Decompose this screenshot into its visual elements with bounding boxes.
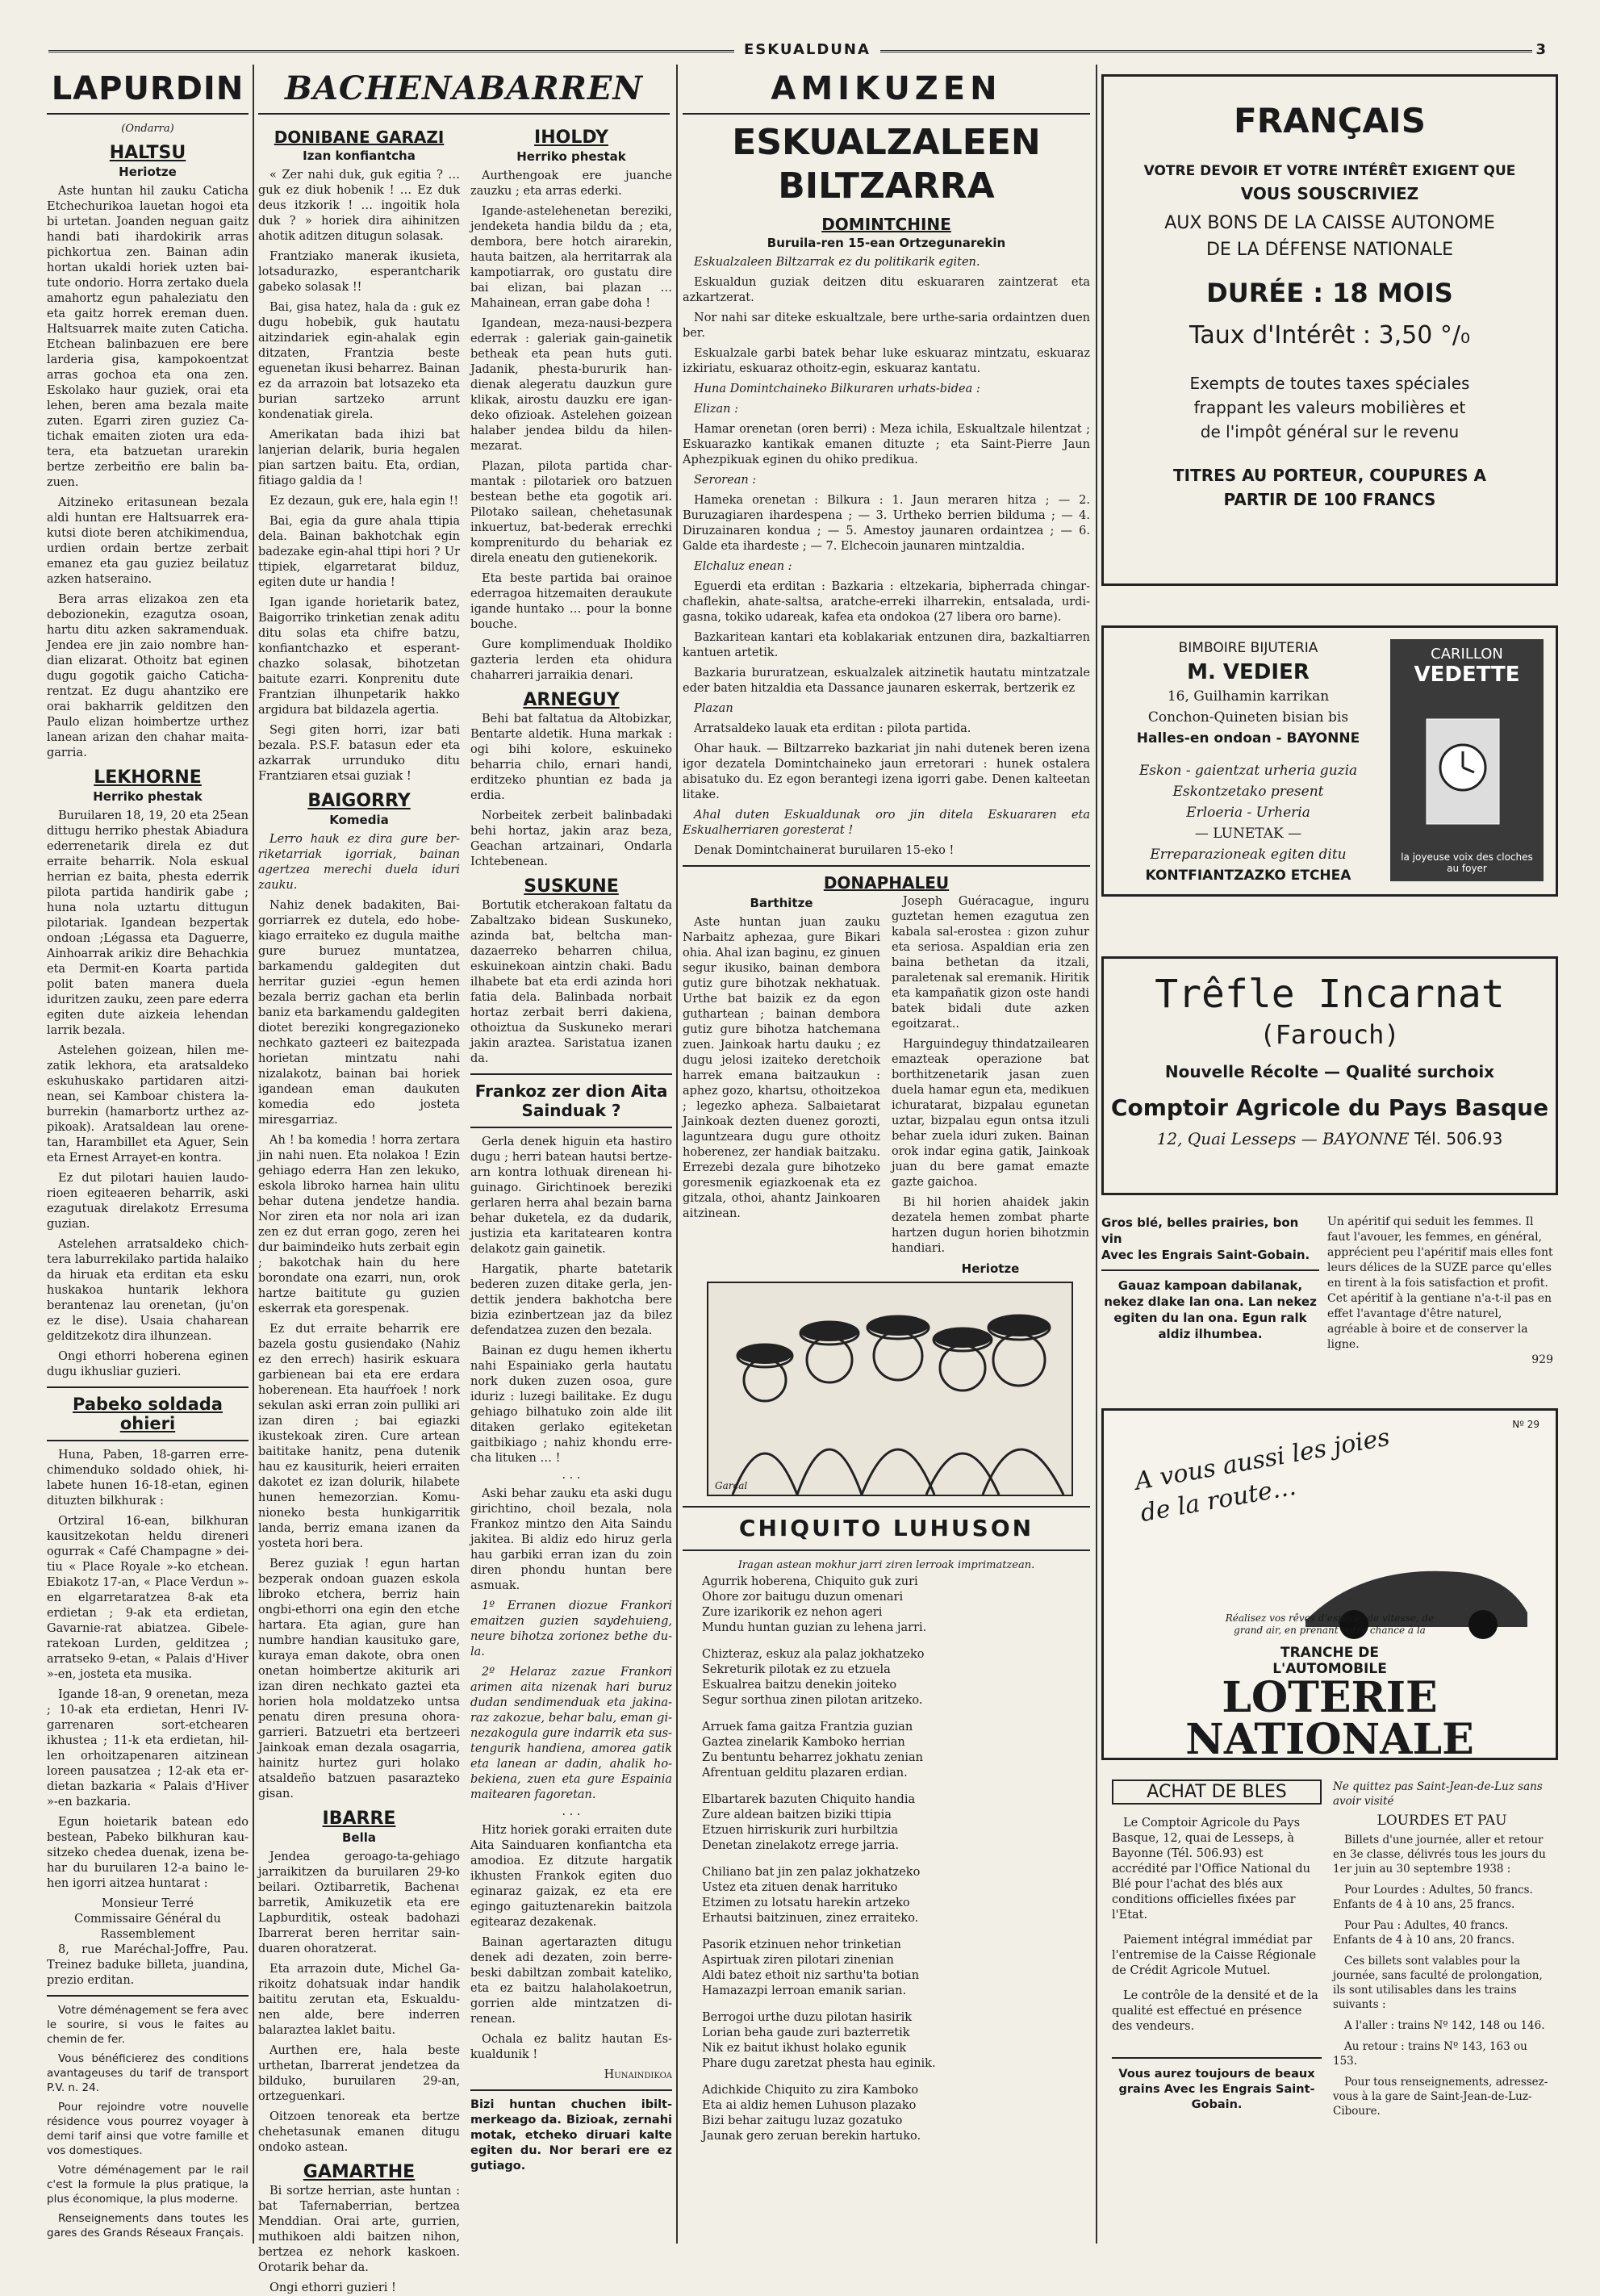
ad-line: (Farouch) <box>1260 1019 1400 1050</box>
loterie-ad <box>1101 1408 1558 1764</box>
article-subtitle: Heriotze <box>119 165 177 179</box>
paragraph: Astelehen arratsaldeko chichtera laburrekilako partida halaiko da hiruak eta erditan eta esku huskakoa huntarik lekhora berantenaz lau orenetan, (ju'on ez le dise). Usaia chaharean gelditzekotz dira ilhunzean. <box>47 1238 249 1343</box>
ad-title: LOURDES ET PAU <box>1377 1813 1507 1829</box>
address-line: Commissaire Général du <box>74 1913 221 1926</box>
lapurdi-column <box>47 71 249 2242</box>
bachenabarren-header <box>258 71 670 121</box>
poem-line: Ohore zor baitugu duzun omenari <box>702 1591 904 1604</box>
ad-line: Nouvelle Récolte — Qualité surchoix <box>1164 1062 1495 1081</box>
paragraph: Joseph Guéracague, inguru guztetan hemen ezagutua zen kabala sal-erostea : gizon zuhur eta seriosa. Aspaldian eria zen baina bethetan da itzali, paraletenak sal eremanik. Hiritik eta kampañatik gizon oste handi batek bidali dute azken egoitzarat.. <box>892 895 1089 1031</box>
paragraph: Plazan, pilota partida charmantak : pilotariek oro batzuen bestean bethe eta gogotik ari. Pilotako sailean, chehetasunak inkuertuz, bat-bederak errechki kompreniturdo du behariak ez direla eneatu den gutienekorik. <box>470 460 672 565</box>
ad-rate: Taux d'Intérêt : 3,50 °/₀ <box>1189 321 1470 349</box>
paragraph: Aurthen ere, hala beste urthetan, Ibarrerat jendetzea da bilduko, buruilaren 29-an, ortzeguenkari. <box>258 2044 460 2103</box>
donaphaleu-right <box>892 894 1089 1301</box>
paragraph: Ces billets sont valables pour la journée, sans faculté de prolongation, ils sont utilisables dans les trains suivants : <box>1333 1955 1543 2011</box>
paragraph: Ez dezaun, guk ere, hala egin !! <box>269 495 459 508</box>
paragraph: Eguerdi eta erditan : Bazkaria : eltzekaria, bipherrada chingar-chaflekin, ahate-saltsa, aratche-erreki ilharrekin, entsalada, urdi-gasna, tokiko udareak, kafea eta ondokoa (27 libera oro barne). <box>683 580 1090 624</box>
ad-text: Un apéritif qui seduit les femmes. Il faut l'avouer, les femmes, en général, apprécient peu l'apéritif mais elles font leurs délices de la SUZE parce qu'elles en tirent à la fois satisfaction et profit. Cet apéritif à la gentiane n'a-t-il pas en effet l'avantage d'être naturel, agréable à boire et de conserver la ligne. <box>1327 1215 1553 1351</box>
ad-line: Erreparazioneak egiten ditu <box>1150 847 1347 863</box>
cartoon-signature: Garcal <box>715 1480 748 1491</box>
article-title: IHOLDY <box>534 128 608 148</box>
ad-line: M. VEDIER <box>1187 660 1310 684</box>
poem-line: Eta ai aldiz hemen Luhuson plazako <box>702 2099 917 2112</box>
column-rule <box>1096 65 1097 2244</box>
separator-dots: · · · <box>562 1809 581 1821</box>
poem-line: Eskualrea baitzu denekin joiteko <box>702 1679 897 1692</box>
article-title: Pabeko soldada ohieri <box>73 1395 223 1433</box>
paragraph: Nahiz denek badakiten, Baigorriarrek ez dutela, edo hobekiago erraiteko ez dugula maithe gure buruez muntatzea, barkamendu galdegiten dut herritar guziei -egun hemen bezala berriz gachan eta berlin baniz eta barkamendu galdegiten diotet bereziki kongregazioneko nechkato gazteeri ez baitezpada horietan mintzatu nahi nizalakotz, bainan bai horiek igandean eman daukuten komedia edo josteta miresgarriaz. <box>258 899 460 1127</box>
vedier-text <box>1115 638 1381 886</box>
ad-line: Vous aurez toujours de beaux grains Avec les Engrais Saint-Gobain. <box>1112 2057 1322 2113</box>
article-title: IBARRE <box>322 1809 396 1829</box>
paragraph: « Zer nahi duk, guk egitia ? … guk ez diuk hobenik ! … Ez duk deus itzkorik ! … ingoitik hola duk ? » horiek dira aihinitzen ahotik aditzen ditugun solasak. <box>258 169 460 243</box>
separator-dots: · · · <box>562 1472 581 1485</box>
poem-line: Aspirtuak ziren pilotari zinenian <box>702 1954 894 1967</box>
article-title: DONIBANE GARAZI <box>274 128 445 147</box>
rail-notice <box>47 2003 249 2240</box>
paragraph: Bizi huntan chuchen ibiltmerkeago da. Bizioak, zernahi motak, etcheko diruari kalte egiten du. Nor berari ere ez gutiago. <box>470 2098 672 2173</box>
clock-icon <box>1390 687 1544 848</box>
paragraph: Votre déménagement se fera avec le sourire, si vous le faites au chemin de fer. <box>47 2004 249 2046</box>
paragraph: Hitz horiek goraki erraiten dute Aita Sainduaren konfiantcha eta amodioa. Ez ditzute hargatik ikhusten Frankok egiten duo eginaraz gaizak, ez eta ere egingo gaituztenarekin baitzola egitearaz dezakenak. <box>470 1824 672 1929</box>
paragraph: Bi sortze herrian, aste huntan : bat Tafernaberrian, bertzea Menddian. Orai arte, gurrien, muthikoen aldi baitzen nihon, bertzea ez nehork kaskoen. Orotarik behar da. <box>258 2185 460 2274</box>
paragraph: Hameka orenetan : Bilkura : 1. Jaun meraren hitza ; — 2. Buruzagiaren ihardespena ; — 3. Urtheko berrien bilduma ; — 4. Diruzainaren kondua ; — 5. Amestoy jaunaren ordaintzea ; — 6. Galde eta ihardeste ; — 7. Elchecoin jaunaren mintzaldia. <box>683 494 1090 553</box>
ad-number: Nº 29 <box>1512 1419 1539 1430</box>
ad-line: TRANCHE DE L'AUTOMOBILE <box>1272 1645 1387 1677</box>
paragraph: Eskualdun guziak deitzen ditu eskuararen zaintzerat eta azkartzerat. <box>683 276 1090 304</box>
paragraph: Bai, gisa hatez, hala da : guk ez dugu hobebik, guk hautatu aitzindariek egin-ahalak egin ditzaten, Frantzia beste eguenetan ikusi beharrez. Bainan ez da arrazoin bat lotsazeko eta burian sartzeko arrunt kondenatiak girela. <box>258 301 460 421</box>
ad-line: Conchon-Quineten bisian bis <box>1147 709 1349 726</box>
paragraph: Le Comptoir Agricole du Pays Basque, 12, quai de Lesseps, à Bayonne (Tél. 506.93) est accrédité par l'Office National du Blé pour l'achat des blés aux conditions officielles fixées par l'Etat. <box>1112 1817 1310 1922</box>
paragraph: Igande 18-an, 9 orenetan, meza ; 10-ak eta erdietan, Henri IV-garrenaren sort-etchearen ikhustea ; 11-k eta erdietan, hillen orhoitzapenaren aitzinean loreen pausatzea ; 12-ak eta erdietan bazkaria « Palais d'Hiver »-en bazkaria. <box>47 1688 249 1809</box>
ad-line: DE LA DÉFENSE NATIONALE <box>1205 240 1454 260</box>
chiquito-section <box>683 1499 1090 2242</box>
paragraph: Lerro hauk ez dira gure berriketarriak igorriak, bainan agertzea merechi duela iduri zauku. <box>258 833 460 892</box>
saint-gobain-ad <box>1101 1215 1319 1400</box>
donaphaleu-left <box>683 894 880 1301</box>
paragraph: Amerikatan bada ihizi bat lanjerian delarik, buria hegalen pian sartzen baitu. Eta, ordian, fitiago galdia da ! <box>258 429 460 487</box>
stanza-gap <box>683 1926 1090 1938</box>
ad-line: Eskon - gaientzat urheria guzia <box>1138 763 1358 779</box>
poem-line: Zu bentuntu beharrez jokhatu zenian <box>702 1751 923 1764</box>
stanza-gap <box>683 1708 1090 1720</box>
paragraph: Jendea geroago-ta-gehiago jarraikitzen da buruilaren 29-ko beilari. Oztibarretik, Bachenaɩ barretik, Amikuzetik eta ere Lapburditik, osteak badohazi Ibarrerat beren herritar sainduaren ohoratzerat. <box>258 1851 460 1955</box>
ad-line: VOUS SOUSCRIVIEZ <box>1240 184 1419 203</box>
address-line: Monsieur Terré <box>101 1897 194 1910</box>
stanza-gap <box>683 1636 1090 1647</box>
paragraph: A l'aller : trains Nº 142, 148 ou 146. <box>1344 2019 1545 2032</box>
paragraph: Oitzoen tenoreak eta bertze chehetasunak emanen ditugu ondoko astean. <box>258 2110 460 2154</box>
paragraph: Aitzineko eritasunean bezala aldi huntan ere Haltsuarrek erakutsi diote beren atchikimendua, urdien ordain bertze zerbait emanez eta gau guziez beilatuz azken hatseraino. <box>47 496 249 586</box>
article-subtitle: Herriko phestak <box>93 789 203 804</box>
paragraph: Igande-astelehenetan bereziki, jendeketa handia bildu da ; eta, dembora, bere hotch airarekin, hauta baitzen, ala herritarrak ala kampotiarrak, oro gustatu dire bai elizan, bai plazan … Mahainean, erran gabe doha ! <box>470 205 672 310</box>
stanza-gap <box>683 1781 1090 1792</box>
article-title: DONAPHALEU <box>823 873 950 893</box>
lourdes-pau-ad <box>1333 1780 1551 2240</box>
poem-line: Gaztea zinelarik Kamboko herrian <box>702 1736 905 1749</box>
paragraph: Segi giten horri, izar bati bezala. P.S.F. batasun eder eta azkarrak urrunduko ditu Frantziaren etsai guziak ! <box>258 724 460 783</box>
masthead <box>48 41 1549 72</box>
subheading: (Ondarra) <box>121 123 174 135</box>
paragraph: Pour rejoindre votre nouvelle résidence vous pourrez voyager à demi tarif ainsi que votre famille et vos domestiques. <box>47 2101 249 2157</box>
paragraph: Bazkaria bururatzean, eskualzalek aitzinetik hautatu mintzatzale eder baten hitzaldia eta Dassance jaunaren eskerrak, bertzerik ez <box>683 667 1090 695</box>
paragraph: Paiement intégral immédiat par l'entremise de la Caisse Régionale de Crédit Agricole Mutuel. <box>1112 1934 1317 1977</box>
paragraph: Frantziako manerak ikusieta, lotsadurazko, esperantcharik gabeko solasak !! <box>258 250 460 294</box>
paragraph: Aski behar zauku eta aski dugu girichtino, choil bezala, nola Frankoz mintzo den Aita Saindu jakitea. Bi aldiz edo hiruz gerla hau garbiki erran izan du zoin diren phondu huntan bere asmuak. <box>470 1487 672 1592</box>
paragraph: Harguindeguy thindatzailearen emazteak operazione bat borthitzenetarik jasan zuen duela hamar egun eta, medikuen ichuratarat, bizpalau egunetan uztar, bizpalau egun ontsa itzuli behar zuela iduri zuken. Bainan orok indar egina gatik, Jainkoak juan du bere gamat emazte gazte gaichoa. <box>892 1038 1089 1189</box>
paragraph: Bortutik etcherakoan faltatu da Zabaltzako bidean Suskuneko, azinda bat, beltcha mandazaerreko beharren chilua, eskuinekoan aintzin chaki. Badu ilhabete bat eta erdi azinda hori fatia dela. Balinbada norbait hortaz zerbait berri dakiena, othoiztua da Suskuneko merari jakin araztea. Saristatua izanen da. <box>470 899 672 1065</box>
paragraph: Ahal duten Eskualdunak oro jin ditela Eskuararen eta Eskualherriaren goresterat ! <box>683 809 1090 837</box>
paragraph: Bazkaritean kantari eta koblakariak entzunen dira, bazkaltiarren kantuen artetik. <box>683 631 1090 659</box>
address-line: Rassemblement <box>100 1928 195 1941</box>
paragraph: Gure komplimenduak Iholdiko gazteria lerden eta ohidura chaharreri jarraikia denari. <box>470 638 672 682</box>
paragraph: Arratsaldeko lauak eta erditan : pilota partida. <box>694 722 971 735</box>
poem-line: Berrogoi urthe duzu pilotan hasirik <box>702 2011 913 2024</box>
paragraph: Au retour : trains Nº 143, 163 ou 153. <box>1333 2040 1527 2068</box>
ad-line: Ne quittez pas Saint-Jean-de-Luz sans avoir visité <box>1333 1780 1543 1808</box>
suze-ad <box>1327 1215 1553 1400</box>
ad-line: Gros blé, belles prairies, bon vin <box>1101 1215 1299 1246</box>
article-title: LEKHORNE <box>94 767 202 788</box>
article-subtitle: Izan konfiantcha <box>303 148 416 163</box>
basque-men-drawing <box>708 1283 1072 1495</box>
article-subtitle: Barthitze <box>750 896 813 910</box>
article-subtitle: Iragan astean mokhur jarri ziren lerroak imprimatzean. <box>737 1559 1035 1571</box>
paragraph: 2º Helaraz zazue Frankori arimen aita nizenak hari buruz dudan sendimenduak eta jakinaraz zakozue, behar balu, eman ginezakogula gure indarrik eta sustengurik handiena, amorea gatik eta lanean ar dadin, ahalik hobekiena, zuen eta gure Espainia maitearen fagoretan. <box>470 1666 672 1801</box>
paragraph: Bai, egia da gure ahala ttipia dela. Bainan bakhotchak egin badezake egin-ahal ttipi hori ? Ur ttipiek, elgarretarat bilduz, egiten dute ur handia ! <box>258 515 460 589</box>
ad-line: Exempts de toutes taxes spéciales <box>1189 374 1470 393</box>
ad-line: VEDETTE <box>1414 663 1520 687</box>
ad-line: VOTRE DEVOIR ET VOTRE INTÉRÊT EXIGENT QUE <box>1143 163 1516 179</box>
poem-line: Zure aldean baitzen biziki ttipia <box>702 1809 892 1821</box>
ad-line: PARTIR DE 100 FRANCS <box>1223 490 1436 509</box>
ad-title: Trêfle Incarnat <box>1155 972 1505 1017</box>
paragraph: Huna Domintchaineko Bilkuraren urhats-bidea : <box>694 383 980 395</box>
article-title: DOMINTCHINE <box>821 215 951 234</box>
paragraph: Astelehen goizean, hilen mezatik lekhora, eta aratsaldeko eskuhuskako partidaren aitzinean, sei Kamboar chistera laburrekin (hamarbortz urthez azpikoak). Aratsaldean lau orenetan, Harambillet eta Aguer, Sein eta Ernest Arrayet-en kontra. <box>47 1044 249 1165</box>
poem-line: Erhautsi baitzinuen, zinez erraiteko. <box>702 1912 919 1925</box>
paragraph: Igan igande horietarik batez, Baigorriko trinketian zenak aditu ditu solas eta chifre batzu, konfiantchazko et esperantchazko solasak, bihotzetan baitute ezarri. Konprenitu dute Frantzian ilhunpetarik hakko argidura bat bildazela agertia. <box>258 596 460 717</box>
ad-line: 16, Guilhamin karrikan <box>1167 688 1330 705</box>
poem-line: Arruek fama gaitza Frantzia guzian <box>702 1721 913 1734</box>
ad-line: 12, Quai Lesseps — BAYONNE <box>1156 1129 1410 1148</box>
paragraph: Renseignements dans toutes les gares des Grands Réseaux Français. <box>47 2212 249 2240</box>
poem-line: Ustez eta zituen denak harrituko <box>702 1881 898 1894</box>
poem-line: Segur sorthua zinen pilotan aritzeko. <box>702 1694 923 1707</box>
section-heading: BACHENABARREN <box>285 69 643 107</box>
paragraph: Norbeitek zerbeit balinbadaki behi hortaz, jakin araz beza, Geachan artzainari, Ondarla Ichtebenean. <box>470 809 672 868</box>
ad-line: BIMBOIRE BIJUTERIA <box>1178 640 1318 656</box>
paragraph: Ochala ez balitz hautan Eskualdunik ! <box>470 2033 672 2061</box>
stanza-gap <box>683 1999 1090 2010</box>
paragraph: Serorean : <box>694 474 757 487</box>
paragraph: 8, rue Maréchal-Joffre, Pau. Treinez baduke billeta, juandina, prezio erditan. <box>47 1943 249 1987</box>
poem-line: Mundu huntan guzian zu lehena jarri. <box>702 1621 927 1634</box>
poem-line: Lorian beha gaude zuri bazterretik <box>702 2026 910 2039</box>
article-title: SUSKUNE <box>524 876 619 897</box>
page-number: 3 <box>1532 41 1549 58</box>
ad-duration: DURÉE : 18 MOIS <box>1206 278 1453 308</box>
paragraph: Huna, Paben, 18-garren errechimenduko soldado ohiek, hilabete hunen 16-18-etan, eginen dituzten bilkhurak : <box>47 1449 249 1508</box>
article-title: CHIQUITO LUHUSON <box>738 1515 1034 1541</box>
poem-line: Etzimen zu lotsatu harekin artzeko <box>702 1897 910 1909</box>
paragraph: Gerla denek higuin eta hastiro dugu ; herri batean hautsi bertzearn kontra lothuak direnean higuinago. Girichtinoek bereziki gerlaren herra ahal bezain barna behar duketela, ez da dudarik, justizia eta karitatearen kontra delakotz gain gainetik. <box>470 1135 672 1256</box>
paragraph: Ongi ethorri guzieri ! <box>269 2281 396 2294</box>
ad-line: KONTFIANTZAZKO ETCHEA <box>1145 868 1351 884</box>
ad-line: Tél. 506.93 <box>1414 1129 1503 1148</box>
article-subtitle: Heriotze <box>961 1261 1020 1276</box>
poem-line: Chizteraz, eskuz ala palaz jokhatzeko <box>702 1648 925 1661</box>
article-title: GAMARTHE <box>303 2162 416 2182</box>
article-title: Frankoz zer dion Aita Sainduak ? <box>474 1081 668 1120</box>
poem-line: Agurrik hoberena, Chiquito guk zuri <box>702 1575 918 1588</box>
paragraph: Pour tous renseignements, adressez-vous à la gare de Saint-Jean-de-Luz-Ciboure. <box>1333 2076 1548 2118</box>
poem-line: Pasorik etzinuen nehor trinketian <box>702 1938 901 1951</box>
article-subtitle: Komedia <box>329 813 389 827</box>
stanza-gap <box>683 2072 1090 2083</box>
ad-address <box>1104 1129 1556 1148</box>
trefle-ad <box>1101 956 1558 1195</box>
ad-line: AUX BONS DE LA CAISSE AUTONOME <box>1164 213 1495 233</box>
signature: Hunaindikoa <box>604 2068 672 2081</box>
paragraph: Eta arrazoin dute, Michel Garikoitz dohatsuak indar handik baititu zerutan eta, Eskualdu- nen alde, bere inderren balaraztea laklet baitu. <box>258 1963 460 2037</box>
section-heading: LAPURDIN <box>51 70 244 107</box>
francais-ad <box>1101 74 1558 586</box>
ad-line: Halles-en ondoan - BAYONNE <box>1136 730 1360 747</box>
paragraph: Nor nahi sar diteke eskualtzale, bere urthe-saria ordaintzen duen ber. <box>683 312 1090 340</box>
paragraph: Ohar hauk. — Biltzarreko bazkariat jin nahi dutenek beren izena igor dezatela Domintchaineko jaun erretorari : hunek ostalera abisatuko du. Ez egon berantegi izena igorri gabe. Denen kalteetan litake. <box>683 742 1090 801</box>
ad-line: la joyeuse voix des cloches au foyer <box>1401 851 1533 874</box>
paragraph: Le contrôle de la densité et de la qualité est effectué en présence des vendeurs. <box>1112 1989 1318 2033</box>
ad-line: Avec les Engrais Saint-Gobain. <box>1101 1248 1310 1262</box>
paragraph: Denak Domintchainerat buruilaren 15-eko ! <box>694 844 955 857</box>
article-subtitle: Bella <box>341 1830 376 1845</box>
cartoon-illustration <box>707 1282 1073 1496</box>
ad-title: FRANÇAIS <box>1234 101 1426 140</box>
paragraph: Votre déménagement par le rail c'est la formule la plus pratique, la plus économique, la plus moderne. <box>47 2164 249 2206</box>
section-heading: AMIKUZEN <box>771 70 1002 107</box>
paragraph: Eskualzaleen Biltzarrak ez du politikarik egiten. <box>694 256 980 269</box>
ad-line: Réalisez vos rêves d'espace, de vitesse, de grand air, en prenant votre chance à la <box>1225 1612 1435 1636</box>
bachenabarren-left-column <box>258 121 460 2294</box>
ad-script: A vous aussi les joies de la route… <box>1132 1423 1393 1529</box>
poem-line: Zure izarikorik ez nehon ageri <box>702 1606 883 1619</box>
paragraph: Elchaluz enean : <box>694 560 792 573</box>
ad-line: — LUNETAK — <box>1194 826 1302 842</box>
paragraph: Elizan : <box>694 403 738 416</box>
article-title: ARNEGUY <box>523 690 620 710</box>
paragraph: Berez guziak ! egun hartan bezperak ondoan guazen eskola libroko etchera, berriz hain ongbi-ethorri ona egin den etche hartara. Eta agian, gure han numbre handian kausituko gare, kuraya eman dakote, obra onen onetan hoimbertze akiturik ari izan diren nechkato gaztei eta horien hola moldatzeko untsa penatu diren presuna ohoragarrieri. Batzuetri eta bertzeeri Jainkoak eman dezala osagarria, hainitz hurtez guri holako atsaldeño batzuen pasarazteko gisan. <box>258 1558 460 1800</box>
ad-line: Gauaz kampoan dabilanak, nekez dlake lan ona. Lan nekez egiten du lan ona. Egun ralk aldiz ilhumbea. <box>1104 1278 1317 1341</box>
ad-line: Erloeria - Urheria <box>1186 805 1310 821</box>
poem-line: Hamazazpi lerroan emanik sarian. <box>702 1984 907 1997</box>
paragraph: Hamar orenetan (oren berri) : Meza ichila, Eskualtzale hilentzat ; Eskuarazko kantikak emanen dituzte ; eta Saint-Pierre Jaun Aphezpikuak eginen du ohiko predikua. <box>683 423 1090 466</box>
poem-line: Afrentuan gelditu plazaren erdian. <box>702 1767 908 1780</box>
masthead-title: ESKUALDUNA <box>734 41 880 58</box>
poem-line: Sekreturik pilotak ez zu etzuela <box>702 1663 891 1676</box>
paragraph: Vous bénéficierez des conditions avantageuses du tarif de transport P.V. n. 24. <box>47 2052 249 2094</box>
paragraph: Hargatik, pharte batetarik bederen zuzen ditake gerla, jendettik jendera bakhotcha bere bizia ezinbertzean jaz da bilez defendatzea zuzen den bezala. <box>470 1263 672 1337</box>
paragraph: Eta beste partida bai orainoe ederragoa hitzemaiten deraukute igande huntako … pour la bonne bouche. <box>470 572 672 631</box>
paragraph: Aste huntan hil zauku Caticha Etchechurikoa lauetan hogoi eta bi urtetan. Joanden neguan gaitz handi bati ihardokirik arras pichkortua zen. Bainan adin hortan ukaldi horiek uzten baitute ondorio. Horra zertako duela amahortz egun pahaleziatu den eta gaitz horrek ereman duen. Haltsuarrek maite zuten Caticha. Etchean balinbazuen ere bere larderia gisa, kampokoentzat arras gochoa eta ona zen. Eskolako haur guziek, orai eta lehen, beren ama bezala maite zuten. Egarri ziren guziez Catichak emaiten zioten ura edatera, eta batzuetan urarekin bertze zerbeitño ere balin bazuen. <box>47 185 249 489</box>
poem-line: Jaunak gero zeruan berekin hartuko. <box>702 2130 921 2143</box>
article-subtitle: Buruila-ren 15-ean Ortzegunarekin <box>767 236 1006 250</box>
paragraph: Igandean, meza-nausi-bezpera ederrak : galeriak gain-gainetik betheak eta pean huts guti. Jadanik, phesta-bururik handienak alegeratu dauzkun gure klikak, airostu dauzku ere igandeko ofizioak. Astelehen goizean halaber jendea bildu da hilenmezarat. <box>470 317 672 453</box>
paragraph: Billets d'une journée, aller et retour en 3e classe, délivrés tous les jours du 1er juin au 30 septembre 1938 : <box>1333 1834 1546 1876</box>
article-subtitle: Herriko phestak <box>516 149 626 164</box>
poem-line: Adichkide Chiquito zu zira Kamboko <box>702 2084 919 2097</box>
poem-line: Elbartarek bazuten Chiquito handia <box>702 1793 916 1806</box>
poem <box>683 1575 1090 2144</box>
poem-line: Chiliano bat jin zen palaz jokhatzeko <box>702 1866 921 1879</box>
ad-title: LOTERIE NATIONALE <box>1185 1673 1474 1764</box>
column-rule <box>253 65 254 2244</box>
vedier-ad <box>1101 625 1558 897</box>
article-title: HALTSU <box>109 143 186 163</box>
poem-line: Denetan zinelakotz errege jarria. <box>702 1839 900 1852</box>
poem-line: Phare dugu zaretzat phesta hau eginik. <box>702 2057 936 2070</box>
ad-line: frappant les valeurs mobilières et <box>1193 398 1466 417</box>
paragraph: Ez dut pilotari hauien laudorioen egiteaeren beharrik, aski ezagutuak direlakotz Erresuma guzian. <box>47 1172 249 1231</box>
paragraph: Pour Pau : Adultes, 40 francs. Enfants de 4 à 10 ans, 20 francs. <box>1333 1919 1515 1947</box>
paragraph: Ez dut erraite beharrik ere bazela gostu gusiendako (Nahiz ez den errech) hasirik eskuara garbienean bai eta ere erdara hoberenean. Eta hauŕŕoek ! nork sekulan aski erran zoin pulliki ari izan diren ; bai egiazki ikustekoak ziren. Cure artean baititake hanitz, pena dutenik hau ez kausiturik, heieri erraiten dakotet ez izan dolurik, hilabete hunen hemezorzian. Komunioneko besta hunkigarritik landa, berriz emana izanen da yosteta hori bera. <box>258 1323 460 1550</box>
ad-title: ACHAT DE BLES <box>1112 1780 1322 1805</box>
paragraph: Ongi ethorri hoberena eginen dugu ikhusliar guzieri. <box>47 1350 249 1378</box>
poem-line: Etzuen hirriskurik zuri hurbiltzia <box>702 1824 898 1837</box>
ad-line: TITRES AU PORTEUR, COUPURES A <box>1173 466 1486 485</box>
article-title: BAIGORRY <box>307 791 411 811</box>
poem-line: Bizi behar zaitugu luzaz gozatuko <box>702 2114 903 2127</box>
poem-line: Aldi batez ethoit niz sarthu'ta botian <box>702 1969 920 1982</box>
paragraph: Ortziral 16-ean, bilkhuran kausitzekotan heldu direneri ogurrak « Café Champagne » deitiu « Place Royale »-ko etchean. Ebiakotz 17-an, « Place Verdun »-en elgarretaratzea 8-ak eta erdietan ; 9-ak eta erdietan, Gavarnie-rat abiatzea. Gibeleratekoan Lurden, gelditzea ; arratseko 9-etan, « Palais d'Hiver »-en, josteta eta musika. <box>47 1515 249 1681</box>
stanza-gap <box>683 1854 1090 1865</box>
paragraph: Aste huntan juan zauku Narbaitz aphezaa, gure Bikari ohia. Ahal izan baginu, ez ginuen segur ikusiko, bainan dembora gutiz gure bihotzak nekhatuak. Urthe bat baizik ez da egon guthartean ; bainan dembora gutiz gure bihotza hatchemana zuen. Jainkoak hartu dauku ; ez dugu jelosi izaiteko deretchoik harrek emana baitzaukun : aphez gozo, khartsu, othoitzekoa ; legezko aphezа. Salbaietarat Jainkoak dezten duenez gorozti, laguntzeara dugu gure othoitz hoberenez, zer handiak baitzaku. Errezebi dezala gure bihotzeko goresmenik egiazkoenak eta ez gitzala, othoi, ahantz Jainkoaren aitzinean. <box>683 916 880 1220</box>
ad-line: CARILLON <box>1431 646 1503 663</box>
paragraph: Egun hoietarik batean edo bestean, Pabeko bilkhuran kausitzeko chedea duenak, izena behar du buruilaren 12-a baino lehen igorri aitzea huntarat : <box>47 1816 249 1890</box>
paragraph: Bainan agertarazten ditugu denek adi dezaten, zoin berrebeski dabiltzan zombait kateliko, eta ez baitzu halaholakoetrun, gorrien alde mintzatzen direnean. <box>470 1936 672 2026</box>
ad-line: Eskontzetako present <box>1172 784 1324 800</box>
paragraph: Bi hil horien ahaidek jakin dezatela hemen zombat pharte hartzen dugun horien bihotzmin handiari. <box>892 1196 1089 1255</box>
paragraph: Bainan ez dugu hemen ikhertu nahi Espainiako gerla hautatu nork duken zuzen osoa, gure iduriz : luzegi bailitake. Ez dugu gehiago bilhatuko zoin alde ilit ditaken gerlako egiteketan gaitbikiago ; nahiz khondu errecha lituken … ! <box>470 1345 672 1465</box>
ad-number: 929 <box>1531 1353 1553 1366</box>
ad-line: Comptoir Agricole du Pays Basque <box>1110 1094 1549 1121</box>
paragraph: Behi bat faltatua da Altobizkar, Bentarte aldetik. Huna markak : ogi bihi kolore, eskuineko beharria chilo, ernari handi, erditzeko phuntian ez bada ja erdia. <box>470 713 672 802</box>
carillon-image <box>1390 639 1544 881</box>
paragraph: Ah ! ba komedia ! horra zertara jin nahi nuen. Eta nolakoa ! Ezin gehiago ederra Han zen lekuko, eskola libroko harnea hain ulitu behar dutena jendetze handia. Nor ziren eta nor nola ari izan zen ez dut erran gogo, zeren hei dur baimindeiko huts zerbait egin ; bakotchak hain du here borondate ona ezarri, nun, orok hartze baititute gu guzien eskerrak eta gorespenak. <box>258 1134 460 1315</box>
ad-line: de l'impôt général sur le revenu <box>1200 422 1460 441</box>
paragraph: Bera arras elizakoa zen eta debozionekin, ezagutza osoan, hartu ditu azken sakramenduak. Jendea ere jin zaio nombre handian elizarat. Othoitz bat eginen dugu gogotik gaicho Caticharentzat. Ez dugu ahantziko ere orai bakharrik gelditzen den Paulo elizan hoimbertze urthez lanean arizan den chahar maitagarria. <box>47 593 249 759</box>
donaphaleu-columns <box>683 894 1090 1301</box>
paragraph: Buruilaren 18, 19, 20 eta 25ean dittugu herriko phestak Abiadura ederrenetarik direla ez dut erraite beharrik. Nola eskual herrian ez baita, phesta ederrik pilota partida handirik gabe ; huna nola uztartu dittugun pilotariak. Igandean bezpertak ondoan ;Légassa eta Daguerre, Ainhoarrak arikiz dire Behachkia eta Dermit-en Koarta partida polit baten manera duela iduritzen zauku, zeen pare ederra egiten dute aizkeia lehendan larrik bezala. <box>47 809 249 1037</box>
paragraph: Plazan <box>694 702 733 715</box>
paragraph: 1º Erranen diozue Frankori emaitzen guzien saydehuieng, neure bihotza zorionez bethe dula. <box>470 1600 672 1658</box>
achat-ad <box>1112 1780 1322 2240</box>
paragraph: Aurthengoak ere juanche zauzku ; eta arras ederki. <box>470 169 672 198</box>
big-title: ESKUALZALEEN BILTZARRA <box>732 122 1041 207</box>
column-rule <box>676 65 678 2244</box>
bachenabarren-right-column <box>470 121 672 2240</box>
paragraph: Eskualzale garbi batek behar luke eskuaraz mintzatu, eskuaraz izkiriatu, eskuaraz othoitz-egin, eskuaraz kantatu. <box>683 347 1090 375</box>
paragraph: Pour Lourdes : Adultes, 50 francs. Enfants de 4 à 10 ans, 25 francs. <box>1333 1884 1533 1911</box>
poem-line: Nik ez baitut ikhust holako egunik <box>702 2042 907 2055</box>
